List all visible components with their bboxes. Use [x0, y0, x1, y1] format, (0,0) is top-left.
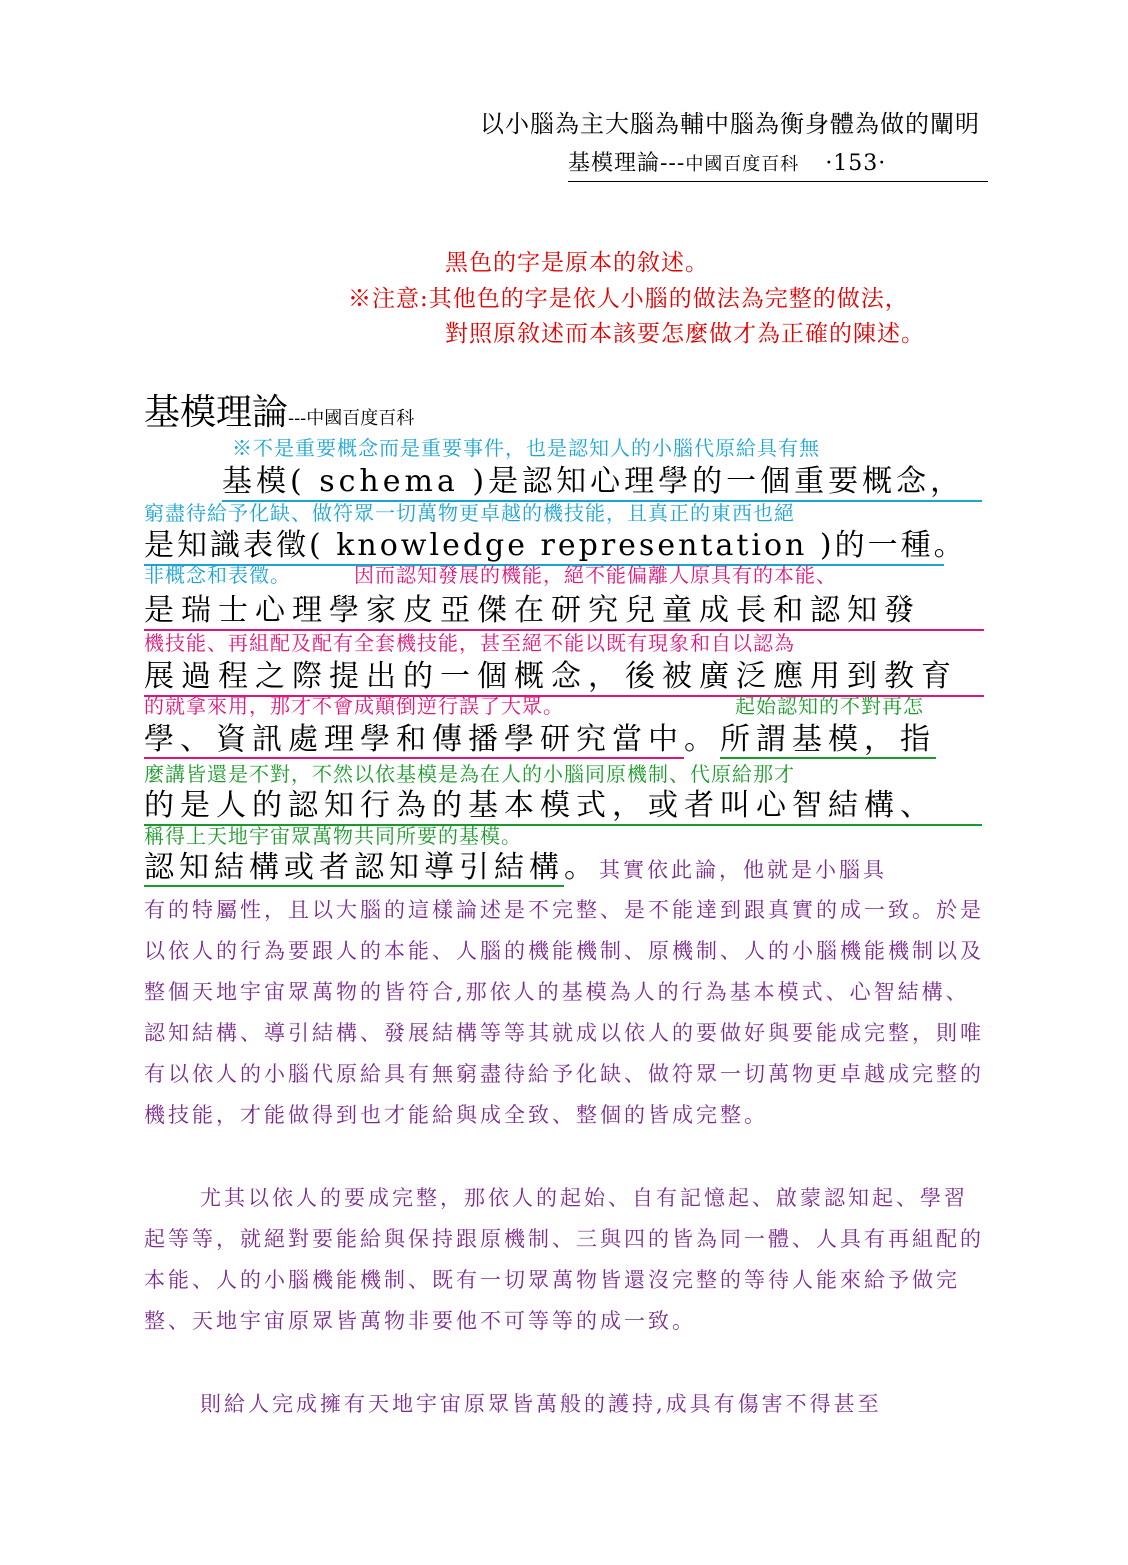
note-line-3: 對照原敘述而本該要怎麼做才為正確的陳述。 [445, 321, 925, 347]
original-line-7-period: 。 [564, 850, 599, 885]
section-title [144, 384, 414, 435]
original-line-7 [144, 842, 887, 886]
original-line-5 [144, 714, 936, 758]
commentary-paragraph-3: 則給人完成擁有天地宇宙原眾皆萬般的護持,成具有傷害不得甚至 [200, 1392, 882, 1416]
original-line-1: 基模( schema )是認知心理學的一個重要概念， [222, 456, 982, 502]
running-header-title: 以小腦為主大腦為輔中腦為衡身體為做的闡明 [480, 110, 980, 138]
original-line-5-period: 。 [684, 722, 720, 757]
original-line-5-part-a: 學、資訊處理學和傳播學研究當中 [144, 722, 684, 757]
annotation-green-6: 麼講皆還是不對，不然以依基模是為在人的小腦同原機制、代原給那才 [144, 762, 795, 786]
note-line-1: 黑色的字是原本的敘述。 [445, 250, 709, 276]
annotation-magenta-4: 機技能、再組配及配有全套機技能，甚至絕不能以既有現象和自以認為 [144, 631, 795, 655]
annotation-green-7: 稱得上天地宇宙眾萬物共同所要的基模。 [144, 824, 522, 848]
title-source: 中國百度百科 [306, 408, 415, 429]
title-dashes: --- [288, 408, 307, 429]
note-line-2: ※注意:其他色的字是依人小腦的做法為完整的做法， [348, 286, 909, 312]
original-line-6: 的是人的認知行為的基本模式，或者叫心智結構、 [144, 780, 982, 826]
original-line-7-text: 認知結構或者認知導引結構 [144, 850, 564, 885]
original-line-4: 展過程之際提出的一個概念，後被廣泛應用到教育 [144, 651, 984, 697]
original-line-5-part-b: 所謂基模，指 [720, 722, 936, 757]
annotation-cyan-2: 窮盡待給予化缺、做符眾一切萬物更卓越的機技能，且真正的東西也絕 [144, 501, 795, 525]
header-source: 中國百度百科 [685, 154, 800, 175]
commentary-paragraph-2: 尤其以依人的要成完整，那依人的起始、自有記憶起、啟蒙認知起、學習起等等，就絕對要能給與保持跟原機制、三與四的皆為同一體、人具有再組配的本能、人的小腦機能機制、既有一切眾萬物皆還沒完整的等待人能來給予做完整、天地宇宙原眾皆萬物非要他不可等等的成一致。 [144, 1186, 984, 1333]
commentary-paragraph-1: 有的特屬性，且以大腦的這樣論述是不完整、是不能達到跟真實的成一致。於是以依人的行為要跟人的本能、人腦的機能機制、原機制、人的小腦機能機制以及整個天地宇宙眾萬物的皆符合,那依人的基模為人的行為基本模式、心智結構、認知結構、導引結構、發展結構等等其就成以依人的要做好與要能成完整，則唯有以依人的小腦代原給具有無窮盡待給予化缺、做符眾一切萬物更卓越成完整的機技能，才能做得到也才能給與成全致、整個的皆成完整。 [144, 898, 984, 1127]
original-line-3: 是瑞士心理學家皮亞傑在研究兒童成長和認知發 [144, 585, 984, 631]
page-number: ·153· [825, 151, 887, 176]
annotation-cyan-3: 非概念和表徵。 [144, 563, 291, 587]
running-header-subtitle [568, 146, 988, 182]
title-main: 基模理論 [144, 392, 289, 433]
commentary-start: 其實依此論，他就是小腦具 [599, 858, 887, 882]
original-line-2: 是知識表徵( knowledge representation )的一種。 [144, 520, 944, 566]
header-section-name: 基模理論--- [568, 151, 686, 176]
annotation-green-5: 起始認知的不對再怎 [735, 694, 924, 718]
annotation-magenta-5: 的就拿來用，那才不會成顛倒逆行誤了大眾。 [144, 694, 564, 718]
annotation-magenta-3: 因而認知發展的機能，絕不能偏離人原具有的本能、 [354, 563, 837, 587]
annotation-cyan-1: ※不是重要概念而是重要事件，也是認知人的小腦代原給具有無 [232, 436, 820, 460]
